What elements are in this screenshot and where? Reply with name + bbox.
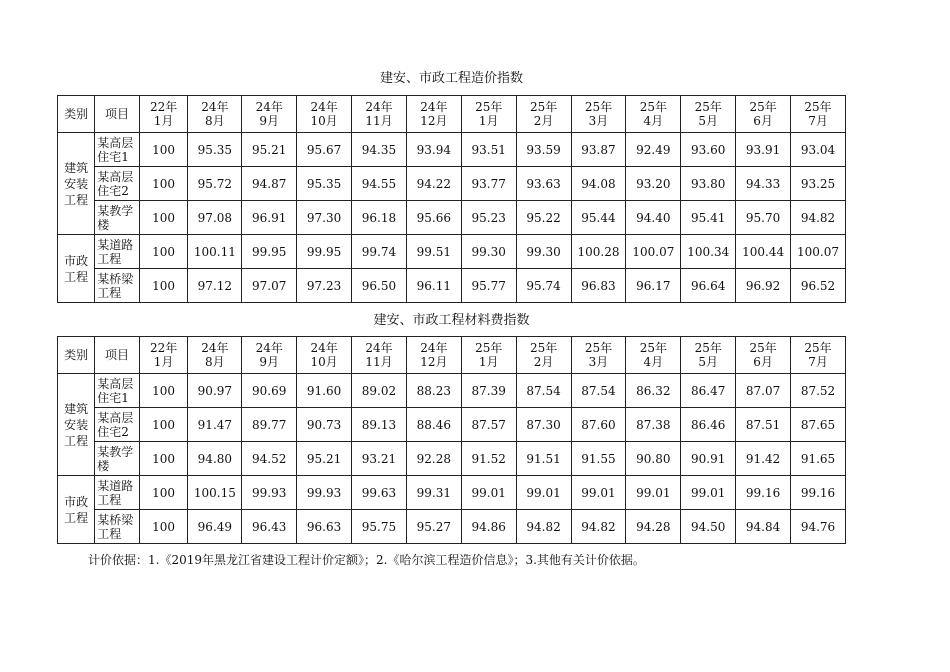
index-value-cell: 96.11 [406, 269, 461, 303]
category-header: 类别 [58, 337, 95, 374]
index-value-cell: 88.46 [406, 408, 461, 442]
item-cell: 某道路 工程 [95, 476, 140, 510]
period-header: 25年 4月 [626, 96, 681, 133]
index-value-cell: 95.35 [188, 133, 242, 167]
index-value-cell: 95.35 [297, 167, 352, 201]
index-value-cell: 89.13 [352, 408, 407, 442]
index-value-cell: 97.08 [188, 201, 242, 235]
category-cell: 市政 工程 [58, 235, 95, 303]
category-header: 类别 [58, 96, 95, 133]
index-value-cell: 96.83 [571, 269, 626, 303]
index-value-cell: 100.34 [681, 235, 736, 269]
index-value-cell: 91.51 [516, 442, 571, 476]
index-value-cell: 100 [139, 167, 188, 201]
index-value-cell: 100.44 [736, 235, 791, 269]
index-value-cell: 95.22 [516, 201, 571, 235]
cost-index-table [57, 95, 846, 303]
index-value-cell: 99.16 [791, 476, 846, 510]
index-value-cell: 87.39 [461, 374, 516, 408]
index-value-cell: 91.55 [571, 442, 626, 476]
index-value-cell: 99.95 [297, 235, 352, 269]
index-value-cell: 99.01 [461, 476, 516, 510]
index-value-cell: 100.28 [571, 235, 626, 269]
index-value-cell: 99.16 [736, 476, 791, 510]
period-header: 25年 7月 [791, 337, 846, 374]
index-value-cell: 95.66 [406, 201, 461, 235]
period-header: 24年 10月 [297, 337, 352, 374]
index-value-cell: 94.86 [461, 510, 516, 544]
index-value-cell: 86.32 [626, 374, 681, 408]
table-row [58, 408, 846, 442]
index-value-cell: 94.82 [791, 201, 846, 235]
table-row [58, 133, 846, 167]
cost-index-title: 建安、市政工程造价指数 [379, 71, 523, 86]
index-value-cell: 96.92 [736, 269, 791, 303]
period-header: 24年 8月 [188, 96, 242, 133]
index-value-cell: 99.31 [406, 476, 461, 510]
category-cell: 建筑 安装 工程 [58, 374, 95, 476]
index-value-cell: 99.74 [352, 235, 407, 269]
table-row [58, 442, 846, 476]
period-header: 24年 9月 [242, 337, 297, 374]
period-header: 24年 11月 [352, 96, 407, 133]
table-row [58, 201, 846, 235]
category-cell: 建筑 安装 工程 [58, 133, 95, 235]
index-value-cell: 96.18 [352, 201, 407, 235]
index-value-cell: 91.65 [791, 442, 846, 476]
index-value-cell: 100 [139, 442, 188, 476]
index-value-cell: 90.80 [626, 442, 681, 476]
index-value-cell: 93.94 [406, 133, 461, 167]
index-value-cell: 93.60 [681, 133, 736, 167]
index-value-cell: 100 [139, 235, 188, 269]
index-value-cell: 91.60 [297, 374, 352, 408]
index-value-cell: 95.74 [516, 269, 571, 303]
index-value-cell: 94.52 [242, 442, 297, 476]
index-value-cell: 91.52 [461, 442, 516, 476]
index-value-cell: 87.65 [791, 408, 846, 442]
index-value-cell: 99.30 [461, 235, 516, 269]
index-value-cell: 95.67 [297, 133, 352, 167]
period-header: 25年 5月 [681, 96, 736, 133]
index-value-cell: 99.01 [681, 476, 736, 510]
index-value-cell: 97.30 [297, 201, 352, 235]
index-value-cell: 91.47 [188, 408, 242, 442]
table-row [58, 374, 846, 408]
index-value-cell: 97.07 [242, 269, 297, 303]
index-value-cell: 94.80 [188, 442, 242, 476]
header-row [58, 337, 846, 374]
period-header: 25年 1月 [461, 337, 516, 374]
category-cell: 市政 工程 [58, 476, 95, 544]
index-value-cell: 99.95 [242, 235, 297, 269]
index-value-cell: 94.28 [626, 510, 681, 544]
index-value-cell: 96.52 [791, 269, 846, 303]
index-value-cell: 96.91 [242, 201, 297, 235]
index-value-cell: 87.54 [571, 374, 626, 408]
index-value-cell: 100.07 [626, 235, 681, 269]
period-header: 25年 2月 [516, 96, 571, 133]
period-header: 25年 3月 [571, 337, 626, 374]
index-value-cell: 100 [139, 374, 188, 408]
index-value-cell: 94.22 [406, 167, 461, 201]
index-value-cell: 87.07 [736, 374, 791, 408]
index-value-cell: 93.20 [626, 167, 681, 201]
index-value-cell: 95.21 [297, 442, 352, 476]
index-value-cell: 89.02 [352, 374, 407, 408]
index-value-cell: 94.40 [626, 201, 681, 235]
index-value-cell: 94.50 [681, 510, 736, 544]
index-value-cell: 93.77 [461, 167, 516, 201]
index-value-cell: 95.75 [352, 510, 407, 544]
index-value-cell: 93.80 [681, 167, 736, 201]
index-value-cell: 94.76 [791, 510, 846, 544]
index-value-cell: 94.82 [516, 510, 571, 544]
index-value-cell: 87.30 [516, 408, 571, 442]
index-value-cell: 99.01 [626, 476, 681, 510]
index-value-cell: 93.51 [461, 133, 516, 167]
index-value-cell: 93.87 [571, 133, 626, 167]
index-value-cell: 94.82 [571, 510, 626, 544]
index-value-cell: 99.93 [297, 476, 352, 510]
index-value-cell: 100 [139, 476, 188, 510]
item-cell: 某高层 住宅1 [95, 374, 140, 408]
period-header: 22年 1月 [139, 337, 188, 374]
index-value-cell: 95.44 [571, 201, 626, 235]
item-cell: 某教学 楼 [95, 442, 140, 476]
index-value-cell: 93.59 [516, 133, 571, 167]
period-header: 24年 11月 [352, 337, 407, 374]
header-row [58, 96, 846, 133]
index-value-cell: 97.23 [297, 269, 352, 303]
index-value-cell: 99.01 [516, 476, 571, 510]
index-value-cell: 96.43 [242, 510, 297, 544]
item-cell: 某桥梁 工程 [95, 269, 140, 303]
index-value-cell: 88.23 [406, 374, 461, 408]
index-value-cell: 96.63 [297, 510, 352, 544]
index-value-cell: 100 [139, 133, 188, 167]
index-value-cell: 94.33 [736, 167, 791, 201]
index-value-cell: 96.49 [188, 510, 242, 544]
index-value-cell: 87.54 [516, 374, 571, 408]
index-value-cell: 100 [139, 408, 188, 442]
item-cell: 某高层 住宅2 [95, 167, 140, 201]
index-value-cell: 87.60 [571, 408, 626, 442]
index-value-cell: 100 [139, 269, 188, 303]
index-value-cell: 94.87 [242, 167, 297, 201]
index-value-cell: 95.77 [461, 269, 516, 303]
index-value-cell: 93.91 [736, 133, 791, 167]
index-value-cell: 100.07 [791, 235, 846, 269]
period-header: 25年 6月 [736, 337, 791, 374]
material-index-table [57, 336, 846, 544]
period-header: 22年 1月 [139, 96, 188, 133]
item-cell: 某高层 住宅2 [95, 408, 140, 442]
item-cell: 某高层 住宅1 [95, 133, 140, 167]
table-row [58, 476, 846, 510]
period-header: 24年 10月 [297, 96, 352, 133]
index-value-cell: 90.91 [681, 442, 736, 476]
index-value-cell: 100 [139, 510, 188, 544]
index-value-cell: 93.04 [791, 133, 846, 167]
item-cell: 某桥梁 工程 [95, 510, 140, 544]
index-value-cell: 92.28 [406, 442, 461, 476]
index-value-cell: 87.51 [736, 408, 791, 442]
item-cell: 某道路 工程 [95, 235, 140, 269]
item-cell: 某教学 楼 [95, 201, 140, 235]
index-value-cell: 96.17 [626, 269, 681, 303]
index-value-cell: 86.47 [681, 374, 736, 408]
index-value-cell: 94.35 [352, 133, 407, 167]
index-value-cell: 100.15 [188, 476, 242, 510]
item-header: 项目 [95, 337, 140, 374]
index-value-cell: 87.57 [461, 408, 516, 442]
index-value-cell: 94.08 [571, 167, 626, 201]
index-value-cell: 94.84 [736, 510, 791, 544]
period-header: 24年 12月 [406, 337, 461, 374]
index-value-cell: 97.12 [188, 269, 242, 303]
period-header: 24年 9月 [242, 96, 297, 133]
period-header: 25年 2月 [516, 337, 571, 374]
period-header: 25年 6月 [736, 96, 791, 133]
index-value-cell: 100 [139, 201, 188, 235]
index-value-cell: 87.52 [791, 374, 846, 408]
index-value-cell: 93.21 [352, 442, 407, 476]
index-value-cell: 95.41 [681, 201, 736, 235]
index-value-cell: 91.42 [736, 442, 791, 476]
index-value-cell: 94.55 [352, 167, 407, 201]
index-value-cell: 100.11 [188, 235, 242, 269]
index-value-cell: 99.93 [242, 476, 297, 510]
index-value-cell: 99.01 [571, 476, 626, 510]
index-value-cell: 95.21 [242, 133, 297, 167]
index-value-cell: 96.50 [352, 269, 407, 303]
period-header: 25年 1月 [461, 96, 516, 133]
index-value-cell: 95.23 [461, 201, 516, 235]
period-header: 25年 7月 [791, 96, 846, 133]
index-value-cell: 93.25 [791, 167, 846, 201]
index-value-cell: 95.27 [406, 510, 461, 544]
period-header: 24年 12月 [406, 96, 461, 133]
period-header: 25年 3月 [571, 96, 626, 133]
index-value-cell: 99.63 [352, 476, 407, 510]
index-value-cell: 99.30 [516, 235, 571, 269]
index-value-cell: 96.64 [681, 269, 736, 303]
index-value-cell: 99.51 [406, 235, 461, 269]
material-index-title: 建安、市政工程材料费指数 [373, 313, 530, 328]
index-value-cell: 95.72 [188, 167, 242, 201]
table-row [58, 510, 846, 544]
pricing-basis-note: 计价依据：1.《2019年黑龙江省建设工程计价定额》；2.《哈尔滨工程造价信息》；3.其他有关计价依据。 [88, 553, 645, 567]
table-row [58, 269, 846, 303]
index-value-cell: 90.97 [188, 374, 242, 408]
index-value-cell: 90.73 [297, 408, 352, 442]
index-value-cell: 93.63 [516, 167, 571, 201]
table-row [58, 235, 846, 269]
index-value-cell: 95.70 [736, 201, 791, 235]
table-row [58, 167, 846, 201]
index-value-cell: 90.69 [242, 374, 297, 408]
index-value-cell: 89.77 [242, 408, 297, 442]
index-value-cell: 92.49 [626, 133, 681, 167]
index-value-cell: 87.38 [626, 408, 681, 442]
period-header: 25年 5月 [681, 337, 736, 374]
index-value-cell: 86.46 [681, 408, 736, 442]
period-header: 25年 4月 [626, 337, 681, 374]
item-header: 项目 [95, 96, 140, 133]
period-header: 24年 8月 [188, 337, 242, 374]
